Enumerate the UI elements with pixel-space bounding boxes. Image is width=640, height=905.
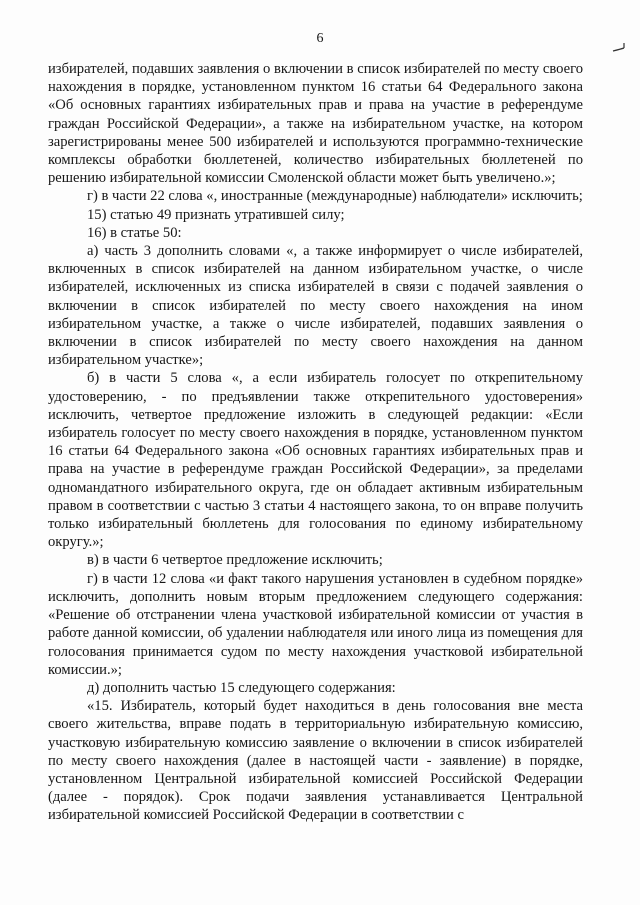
paragraph-5: а) часть 3 дополнить словами «, а также информирует о числе избирателей, включенных в список избирателей на данном избирательном участке, о числе избирателей, исключенных из списка избирателей в связи с подачей заявления о включении в список избирателей по месту своего нахождения на ином избирательном участке, а также о числе избирателей, подавших заявления о включении в список избирателей по месту своего нахождения на данном избирательном участке»; <box>48 243 583 369</box>
document-body <box>48 60 583 825</box>
paragraph-7: в) в части 6 четвертое предложение исключить; <box>87 552 383 569</box>
paragraph-6: б) в части 5 слова «, а если избиратель голосует по открепительному удостоверению, - по предъявлении также открепительного удостоверения» исключить, четвертое предложение изложить в следующей редакции: «Если избиратель голосует по месту своего нахождения в порядке, установленном пунктом 16 статьи 64 Федерального закона «Об основных гарантиях избирательных прав и права на участие в референдуме граждан Российской Федерации», за пределами одномандатного избирательного округа, где он обладает активным избирательным правом в соответствии с частью 3 статьи 4 настоящего закона, то он вправе получить только избирательный бюллетень для голосования по единому избирательному округу.»; <box>48 370 583 551</box>
paragraph-1: избирателей, подавших заявления о включении в список избирателей по месту своего нахождения в порядке, установленном пунктом 16 статьи 64 Федерального закона «Об основных гарантиях избирательных прав и права на участие в референдуме граждан Российской Федерации», а также на избирательном участке, на котором зарегистрированы менее 500 избирателей и используются программно-технические комплексы обработки бюллетеней, количество избирательных бюллетеней по решению избирательной комиссии Смоленской области может быть увеличено.»; <box>48 61 583 187</box>
paragraph-3: 15) статью 49 признать утратившей силу; <box>87 206 345 223</box>
paragraph-8: г) в части 12 слова «и факт такого нарушения установлен в судебном порядке» исключить, дополнить новым вторым предложением следующего содержания: «Решение об отстранении члена участковой избирательной комиссии от участия в работе данной комиссии, об удалении наблюдателя или иного лица из помещения для голосования принимается судом по месту нахождения участковой избирательной комиссии.»; <box>48 570 583 678</box>
scan-mark-icon <box>612 42 626 54</box>
paragraph-4: 16) в статье 50: <box>87 224 182 241</box>
page-number: 6 <box>316 31 324 46</box>
paragraph-2: г) в части 22 слова «, иностранные (международные) наблюдатели» исключить; <box>87 188 583 205</box>
paragraph-10: «15. Избиратель, который будет находиться в день голосования вне места своего жительства, вправе подать в территориальную избирательную комиссию, участковую избирательную комиссию заявление о включении в список избирателей по месту своего нахождения (далее в настоящей части - заявление) в порядке, установленном Центральной избирательной комиссией Российской Федерации (далее - порядок). Срок подачи заявления устанавливается Центральной избирательной комиссией Российской Федерации в соответствии с <box>48 698 583 824</box>
paragraph-9: д) дополнить частью 15 следующего содержания: <box>87 679 396 696</box>
